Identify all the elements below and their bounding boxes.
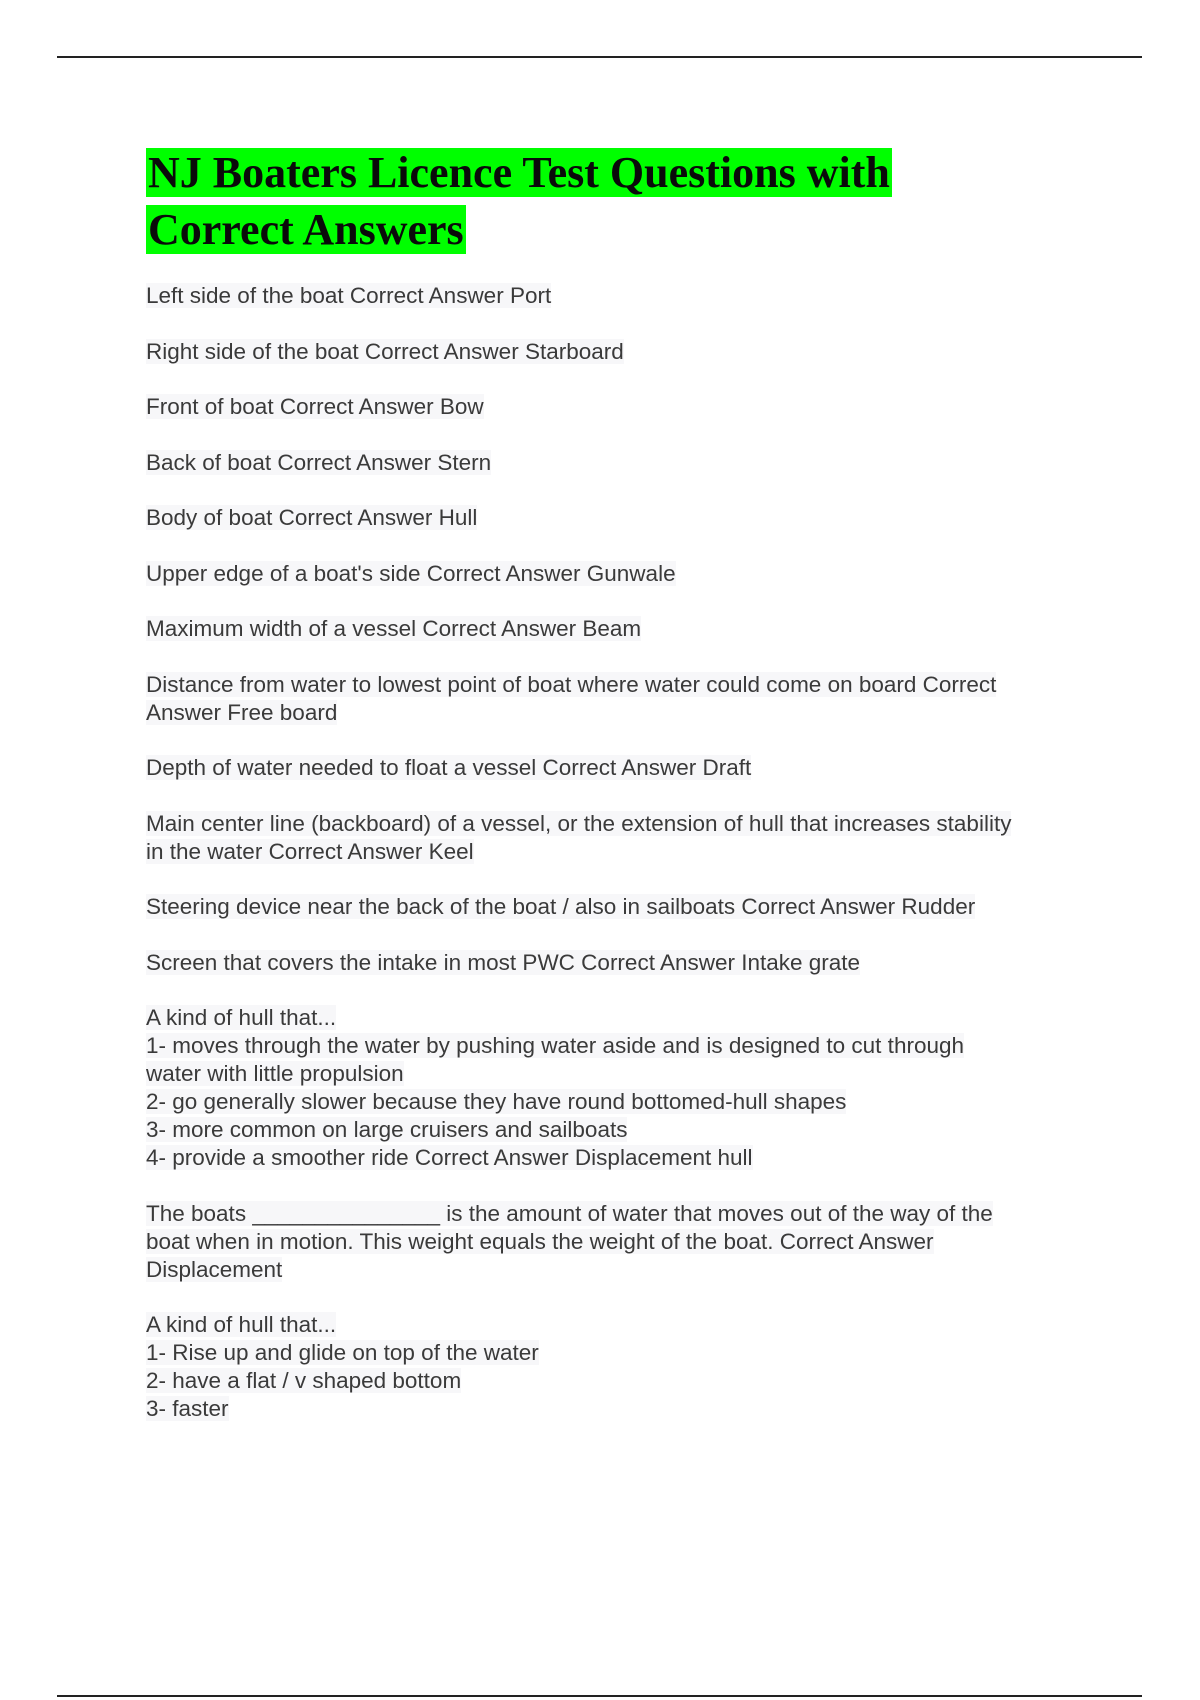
qa-text: 1- moves through the water by pushing water aside and is designed to cut through [146,1033,964,1058]
qa-text: 3- faster [146,1396,229,1421]
qa-text: Depth of water needed to float a vessel Correct Answer Draft [146,755,752,780]
qa-item [146,615,1086,643]
qa-item [146,449,1086,477]
qa-line [146,1339,1086,1367]
qa-list [146,282,1086,1451]
qa-line [146,615,1086,643]
qa-item [146,1200,1086,1284]
qa-line [146,699,1086,727]
qa-item [146,393,1086,421]
qa-line [146,893,1086,921]
qa-line [146,1228,1086,1256]
qa-text: Upper edge of a boat's side Correct Answer Gunwale [146,560,676,586]
qa-line [146,754,1086,782]
qa-line [146,1004,1086,1032]
qa-line [146,1088,1086,1116]
page-title [146,144,1046,258]
qa-line [146,1395,1086,1423]
qa-text: 2- have a flat / v shaped bottom [146,1368,462,1393]
qa-text: Front of boat Correct Answer Bow [146,394,484,419]
qa-line [146,338,1086,366]
qa-text: 3- more common on large cruisers and sailboats [146,1117,628,1142]
qa-text: Back of boat Correct Answer Stern [146,449,492,475]
qa-item [146,671,1086,727]
qa-text: 1- Rise up and glide on top of the water [146,1340,539,1365]
qa-text: A kind of hull that... [146,1005,337,1030]
qa-line [146,1256,1086,1284]
top-rule [57,56,1142,58]
qa-item [146,282,1086,310]
qa-item [146,504,1086,532]
qa-line [146,671,1086,699]
qa-text: Answer Free board [146,699,338,725]
qa-line [146,1032,1086,1060]
qa-text: Left side of the boat Correct Answer Port [146,283,552,308]
title-highlight: NJ Boaters Licence Test Questions with Correct Answers [148,148,890,254]
qa-item [146,1311,1086,1423]
qa-line [146,393,1086,421]
qa-text: Right side of the boat Correct Answer Starboard [146,338,624,364]
qa-line [146,504,1086,532]
qa-line [146,1311,1086,1339]
qa-text: 4- provide a smoother ride Correct Answer Displacement hull [146,1145,753,1170]
qa-text: The boats _______________ is the amount of water that moves out of the way of the [146,1200,993,1226]
qa-item [146,893,1086,921]
qa-text: Main center line (backboard) of a vessel, or the extension of hull that increases stability [146,810,1012,836]
qa-text: Maximum width of a vessel Correct Answer Beam [146,616,642,641]
qa-item [146,949,1086,977]
qa-text: water with little propulsion [146,1061,404,1086]
qa-line [146,1060,1086,1088]
qa-line [146,1367,1086,1395]
qa-line [146,1144,1086,1172]
qa-text: Displacement [146,1256,283,1282]
qa-item [146,338,1086,366]
qa-text: A kind of hull that... [146,1312,337,1337]
qa-item [146,1004,1086,1172]
qa-item [146,754,1086,782]
qa-item [146,810,1086,866]
bottom-rule [57,1695,1142,1697]
qa-line [146,560,1086,588]
qa-text: 2- go generally slower because they have round bottomed-hull shapes [146,1089,847,1114]
qa-line [146,949,1086,977]
qa-line [146,1200,1086,1228]
qa-text: Screen that covers the intake in most PWC Correct Answer Intake grate [146,949,861,975]
qa-item [146,560,1086,588]
qa-line [146,1116,1086,1144]
qa-line [146,838,1086,866]
qa-line [146,282,1086,310]
qa-text: Distance from water to lowest point of boat where water could come on board Correct [146,671,997,697]
qa-line [146,449,1086,477]
qa-text: Steering device near the back of the boat / also in sailboats Correct Answer Rudder [146,894,976,919]
qa-text: Body of boat Correct Answer Hull [146,505,478,530]
qa-text: boat when in motion. This weight equals the weight of the boat. Correct Answer [146,1228,934,1254]
qa-line [146,810,1086,838]
qa-text: in the water Correct Answer Keel [146,838,474,864]
